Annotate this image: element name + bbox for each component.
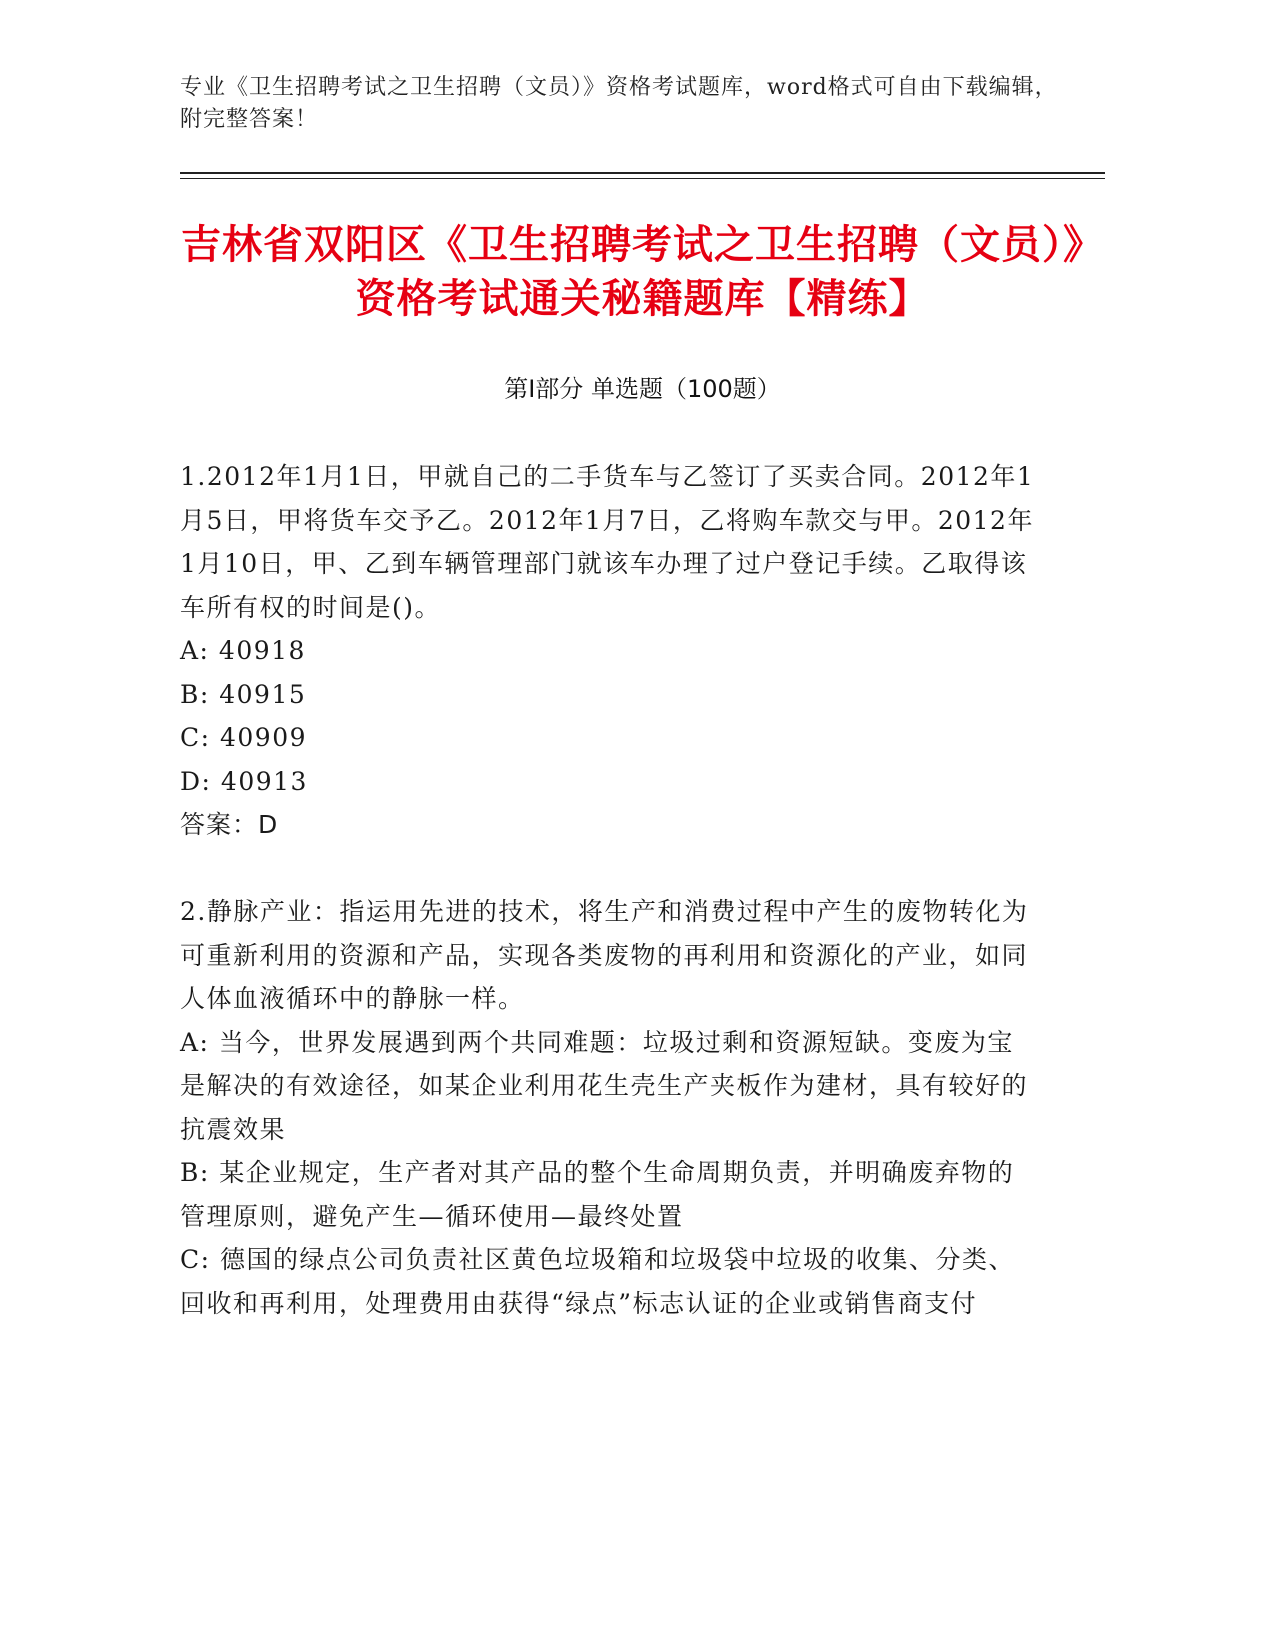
option-c: C: 德国的绿点公司负责社区黄色垃圾箱和垃圾袋中垃圾的收集、分类、回收和再利用，处理费用由获得“绿点”标志认证的企业或销售商支付: [180, 1245, 1016, 1318]
option-b: B: 某企业规定，生产者对其产品的整个生命周期负责，并明确废弃物的管理原则，避免产生—循环使用—最终处置: [180, 1158, 1015, 1231]
header-divider-thin: [180, 178, 1105, 179]
header-note: 专业《卫生招聘考试之卫生招聘（文员）》资格考试题库，word格式可自由下载编辑，附完整答案！: [180, 75, 1058, 132]
question-stem: 1.2012年1月1日，甲就自己的二手货车与乙签订了买卖合同。2012年1月5日，甲将货车交予乙。2012年1月7日，乙将购车款交与甲。2012年1月10日，甲、乙到车辆管理部门就该车办理了过户登记手续。乙取得该车所有权的时间是()。: [180, 462, 1035, 622]
option-a: A: 当今，世界发展遇到两个共同难题：垃圾过剩和资源短缺。变废为宝是解决的有效途径，如某企业利用花生壳生产夹板作为建材，具有较好的抗震效果: [180, 1027, 1029, 1144]
question-1: [180, 455, 1040, 847]
answer: 答案：D: [180, 810, 279, 839]
section-title: 第Ⅰ部分 单选题（100题）: [504, 375, 781, 403]
question-stem: 2.静脉产业：指运用先进的技术，将生产和消费过程中产生的废物转化为可重新利用的资源和产品，实现各类废物的再利用和资源化的产业，如同人体血液循环中的静脉一样。: [180, 897, 1029, 1013]
option-c: C: 40909: [180, 723, 308, 752]
option-b: B: 40915: [180, 679, 307, 709]
option-d: D: 40913: [180, 766, 308, 796]
document-title: 吉林省双阳区《卫生招聘考试之卫生招聘（文员）》资格考试通关秘籍题库【精练】: [181, 222, 1104, 322]
question-2: [180, 890, 1040, 1325]
header-divider-thick: [180, 172, 1105, 174]
option-a: A: 40918: [180, 636, 306, 665]
